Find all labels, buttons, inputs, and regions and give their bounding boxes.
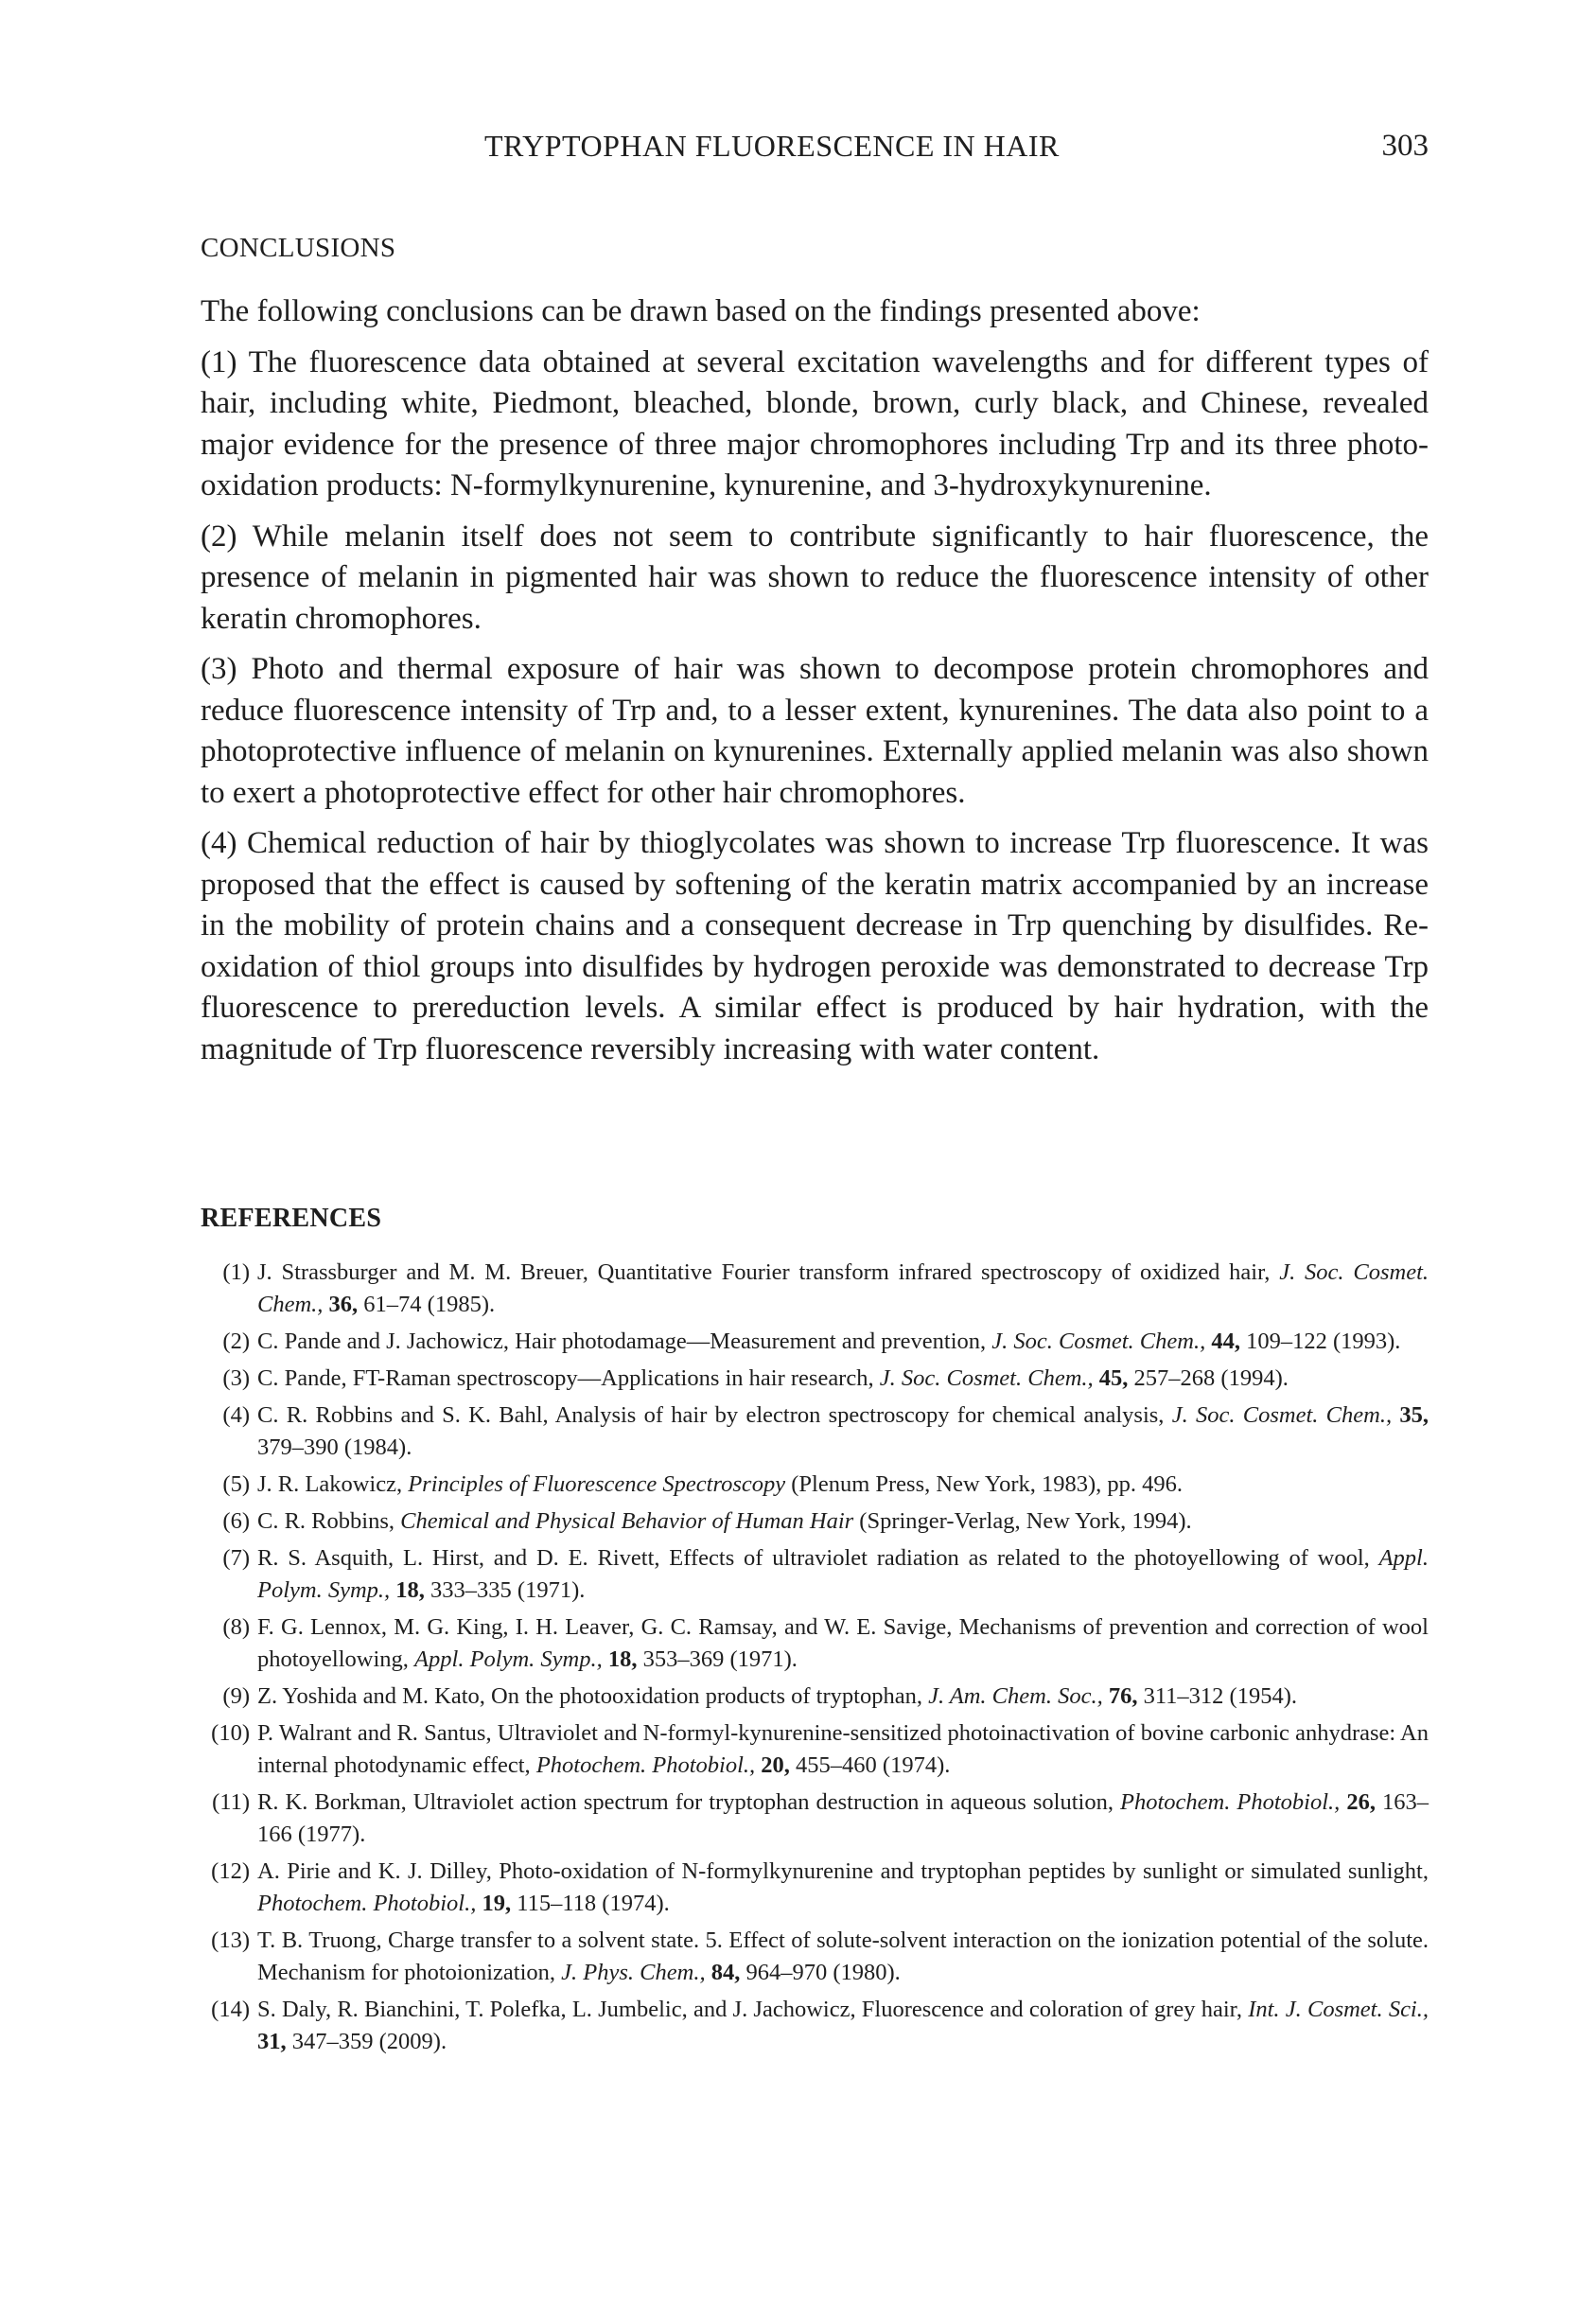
reference-item: [201, 1787, 1429, 1851]
reference-pages-year: 964–970 (1980).: [740, 1960, 901, 1985]
reference-text: A. Pirie and K. J. Dilley, Photo-oxidation of N-formylkynurenine and tryptophan peptides by sunlight or simulated sunlight,: [257, 1858, 1429, 1884]
reference-item: [201, 1505, 1429, 1538]
reference-item: [201, 1363, 1429, 1395]
reference-pages-year: (Springer-Verlag, New York, 1994).: [853, 1508, 1192, 1534]
reference-text: P. Walrant and R. Santus, Ultraviolet and N-formyl-kynurenine-sensitized photoinactivation of bovine carbonic anhydrase: An internal photodynamic effect,: [257, 1720, 1429, 1778]
reference-number: (5): [222, 1471, 250, 1497]
reference-journal: Photochem. Photobiol.,: [1120, 1789, 1341, 1815]
reference-item: [201, 1326, 1429, 1358]
reference-number: (10): [211, 1720, 250, 1746]
reference-number: (7): [222, 1545, 250, 1571]
conclusion-item: (2) While melanin itself does not seem to contribute significantly to hair fluorescence, the presence of melanin in pigmented hair was shown to reduce the fluorescence intensity of other keratin chromophores.: [201, 519, 1429, 636]
reference-journal: Appl. Polym. Symp.,: [414, 1646, 603, 1672]
reference-journal: Photochem. Photobiol.,: [535, 1752, 756, 1778]
reference-pages-year: 455–460 (1974).: [789, 1752, 951, 1778]
reference-volume: 19,: [482, 1891, 512, 1916]
reference-text: Z. Yoshida and M. Kato, On the photooxidation products of tryptophan,: [257, 1683, 929, 1709]
reference-volume: 44,: [1211, 1329, 1240, 1354]
reference-number: (3): [222, 1365, 250, 1391]
reference-item: [201, 1925, 1429, 1989]
reference-journal: J. Soc. Cosmet. Chem.,: [991, 1329, 1206, 1354]
reference-text: R. K. Borkman, Ultraviolet action spectrum for tryptophan destruction in aqueous solution,: [257, 1789, 1120, 1815]
reference-pages-year: 109–122 (1993).: [1239, 1329, 1401, 1354]
reference-volume: 76,: [1108, 1683, 1138, 1709]
reference-volume: 84,: [710, 1960, 741, 1985]
reference-text: C. Pande and J. Jachowicz, Hair photodamage—Measurement and prevention,: [257, 1329, 992, 1354]
reference-pages-year: 163–166 (1977).: [257, 1789, 1429, 1847]
reference-volume: 18,: [395, 1577, 425, 1603]
conclusion-item: (1) The fluorescence data obtained at several excitation wavelengths and for different types of hair, including white, Piedmont, bleached, blonde, brown, curly black, and Chinese, revealed major evidence for the presence of three major chromophores including Trp and its three photo-oxidation products: N-formylkynurenine, kynurenine, and 3-hydroxykynurenine.: [201, 344, 1429, 502]
running-title: TRYPTOPHAN FLUORESCENCE IN HAIR: [484, 129, 1060, 163]
reference-volume: 26,: [1346, 1789, 1376, 1815]
running-head: [201, 129, 1429, 176]
reference-pages-year: 379–390 (1984).: [257, 1435, 412, 1460]
reference-journal: Principles of Fluorescence Spectroscopy: [408, 1471, 786, 1497]
reference-number: (2): [222, 1329, 250, 1354]
reference-volume: 20,: [761, 1752, 790, 1778]
reference-item: [201, 1399, 1429, 1464]
reference-text: J. R. Lakowicz,: [257, 1471, 409, 1497]
conclusion-item: (4) Chemical reduction of hair by thioglycolates was shown to increase Trp fluorescence. It was proposed that the effect is caused by softening of the keratin matrix accompanied by an increase in the mobility of protein chains and a consequent decrease in Trp quenching by disulfides. Re-oxidation of thiol groups into disulfides by hydrogen peroxide was demonstrated to decrease Trp fluorescence to prereduction levels. A similar effect is produced by hair hydration, with the magnitude of Trp fluorescence reversibly increasing with water content.: [201, 826, 1429, 1066]
reference-journal: Chemical and Physical Behavior of Human Hair: [400, 1508, 854, 1534]
reference-item: [201, 1681, 1429, 1713]
reference-pages-year: 333–335 (1971).: [424, 1577, 586, 1603]
reference-text: R. S. Asquith, L. Hirst, and D. E. Rivett, Effects of ultraviolet radiation as related to the photoyellowing of wool,: [257, 1545, 1379, 1571]
reference-number: (8): [222, 1614, 250, 1640]
reference-pages-year: 115–118 (1974).: [511, 1891, 670, 1916]
reference-number: (12): [211, 1858, 250, 1884]
reference-journal: J. Am. Chem. Soc.,: [928, 1683, 1103, 1709]
reference-number: (11): [212, 1789, 250, 1815]
conclusions-heading: CONCLUSIONS: [201, 233, 396, 263]
reference-text: T. B. Truong, Charge transfer to a solvent state. 5. Effect of solute-solvent interaction on the ionization potential of the solute. Mechanism for photoionization,: [257, 1928, 1429, 1985]
reference-journal: J. Soc. Cosmet. Chem.,: [257, 1259, 1429, 1317]
reference-item: [201, 1469, 1429, 1501]
reference-item: [201, 1717, 1429, 1782]
page-number: 303: [1381, 129, 1429, 163]
conclusion-item: (3) Photo and thermal exposure of hair was shown to decompose protein chromophores and reduce fluorescence intensity of Trp and, to a lesser extent, kynurenines. The data also point to a photoprotective influence of melanin on kynurenines. Externally applied melanin was also shown to exert a photoprotective effect for other hair chromophores.: [201, 652, 1429, 810]
reference-volume: 36,: [328, 1292, 359, 1317]
reference-number: (13): [211, 1928, 250, 1953]
reference-volume: 45,: [1098, 1365, 1129, 1391]
reference-journal: Appl. Polym. Symp.,: [257, 1545, 1429, 1603]
reference-item: [201, 1856, 1429, 1920]
reference-text: F. G. Lennox, M. G. King, I. H. Leaver, G. C. Ramsay, and W. E. Savige, Mechanisms of prevention and correction of wool photoyellowing,: [257, 1614, 1429, 1672]
reference-text: C. Pande, FT-Raman spectroscopy—Applications in hair research,: [257, 1365, 880, 1391]
reference-text: C. R. Robbins,: [257, 1508, 401, 1534]
reference-list: [201, 1257, 1429, 2063]
reference-pages-year: 353–369 (1971).: [637, 1646, 798, 1672]
reference-number: (14): [211, 1997, 250, 2022]
reference-text: C. R. Robbins and S. K. Bahl, Analysis of hair by electron spectroscopy for chemical analysis,: [257, 1402, 1172, 1428]
reference-journal: J. Soc. Cosmet. Chem.,: [879, 1365, 1094, 1391]
reference-pages-year: 257–268 (1994).: [1128, 1365, 1289, 1391]
reference-text: J. Strassburger and M. M. Breuer, Quantitative Fourier transform infrared spectroscopy of oxidized hair,: [257, 1259, 1280, 1285]
reference-journal: J. Phys. Chem.,: [561, 1960, 706, 1985]
reference-number: (4): [222, 1402, 250, 1428]
conclusions-body: [201, 291, 1429, 1080]
reference-item: [201, 1994, 1429, 2058]
reference-pages-year: 347–359 (2009).: [286, 2029, 447, 2054]
reference-item: [201, 1257, 1429, 1321]
reference-number: (6): [222, 1508, 250, 1534]
reference-number: (9): [222, 1683, 250, 1709]
reference-pages-year: 311–312 (1954).: [1137, 1683, 1297, 1709]
reference-item: [201, 1611, 1429, 1676]
reference-item: [201, 1542, 1429, 1607]
reference-pages-year: (Plenum Press, New York, 1983), pp. 496.: [785, 1471, 1184, 1497]
reference-volume: 35,: [1399, 1402, 1429, 1428]
reference-journal: Int. J. Cosmet. Sci.,: [1248, 1997, 1429, 2022]
reference-volume: 31,: [257, 2029, 287, 2054]
reference-journal: J. Soc. Cosmet. Chem.,: [1171, 1402, 1393, 1428]
reference-journal: Photochem. Photobiol.,: [257, 1891, 477, 1916]
conclusions-intro: The following conclusions can be drawn based on the findings presented above:: [201, 294, 1201, 328]
reference-number: (1): [222, 1259, 250, 1285]
reference-pages-year: 61–74 (1985).: [358, 1292, 496, 1317]
references-heading: REFERENCES: [201, 1204, 382, 1233]
reference-text: S. Daly, R. Bianchini, T. Polefka, L. Jumbelic, and J. Jachowicz, Fluorescence and coloration of grey hair,: [257, 1997, 1249, 2022]
reference-volume: 18,: [607, 1646, 638, 1672]
